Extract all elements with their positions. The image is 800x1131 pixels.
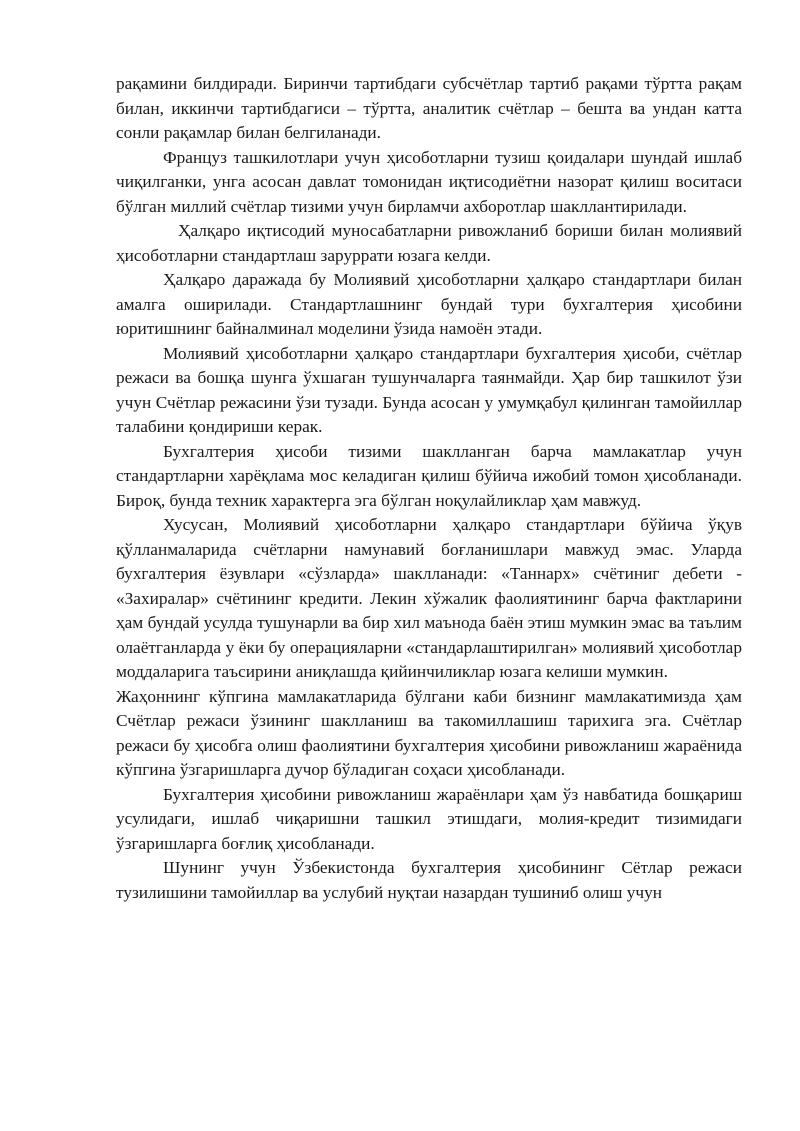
paragraph-4: Ҳалқаро даражада бу Молиявий ҳисоботларни ҳалқаро стандартлари билан амалга оширилади. Стандартлашнинг бундай тури бухгалтерия ҳисобини юритишнинг байналминал моделини ўзида намоён этади. xyxy=(116,270,742,338)
paragraph-9: Бухгалтерия ҳисобини ривожланиш жараёнлари ҳам ўз навбатида бошқариш усулидаги, ишлаб чиқаришни ташкил этишдаги, молия-кредит тизимидаги ўзгаришларга боғлиқ ҳисобланади. xyxy=(116,784,742,853)
paragraph-10: Шунинг учун Ўзбекистонда бухгалтерия ҳисобининг Сётлар режаси тузилишини тамойиллар ва услубий нуқтаи назардан тушиниб олиш учун xyxy=(116,858,742,902)
paragraph-8: Жаҳоннинг кўпгина мамлакатларида бўлгани каби бизнинг мамлакатимизда ҳам Счётлар режаси ўзининг шаклланиш ва такомиллашиш тарихига эга. Счётлар режаси бу ҳисобга олиш фаолиятини бухгалтерия ҳисобини ривожланиш жараёнида кўпгина ўзгаришларга дучор бўладиган соҳаси ҳисобланади. xyxy=(116,686,742,779)
paragraph-2: Француз ташкилотлари учун ҳисоботларни тузиш қоидалари шундай ишлаб чиқилганки, унга асосан давлат томонидан иқтисодиётни назорат қилиш воситаси бўлган миллий счётлар тизими учун бирламчи ахборотлар шакллантирилади. xyxy=(116,147,742,216)
document-page xyxy=(116,72,742,905)
paragraph-1: рақамини билдиради. Биринчи тартибдаги субсчётлар тартиб рақами тўртта рақам билан, иккинчи тартибдагиси – тўртта, аналитик счётлар – бешта ва ундан катта сонли рақамлар билан белгиланади. xyxy=(116,74,742,142)
paragraph-3: Ҳалқаро иқтисодий муносабатларни ривожланиб бориши билан молиявий ҳисоботларни стандартлаш заруррати юзага келди. xyxy=(116,221,742,265)
paragraph-5: Молиявий ҳисоботларни ҳалқаро стандартлари бухгалтерия ҳисоби, счётлар режаси ва бошқа шунга ўхшаган тушунчаларга таянмайди. Ҳар бир ташкилот ўзи учун Счётлар режасини ўзи тузади. Бунда асосан у умумқабул қилинган тамойиллар талабини қондириши керак. xyxy=(116,343,742,436)
paragraph-6: Бухгалтерия ҳисоби тизими шаклланган барча мамлакатлар учун стандартларни харёқлама мос келадиган қилиш бўйича ижобий томон ҳисобланади. Бироқ, бунда техник характерга эга бўлган ноқулайликлар ҳам мавжуд. xyxy=(116,441,742,510)
paragraph-7: Хусусан, Молиявий ҳисоботларни ҳалқаро стандартлари бўйича ўқув қўлланмаларида счётларни намунавий боғланишлари мавжуд эмас. Уларда бухгалтерия ёзувлари «сўзларда» шаклланади: «Таннарх» счётиниг дебети - «Захиралар» счётининг кредити. Лекин хўжалик фаолиятининг барча фактларини ҳам бундай усулда тушунарли ва бир хил маънода баён этиш мумкин эмас ва таълим олаётганларда у ёки бу операцияларни «стандарлаштирилган» молиявий ҳисоботлар моддаларига таъсирини аниқлашда қийинчиликлар юзага келиши мумкин. xyxy=(116,515,742,681)
